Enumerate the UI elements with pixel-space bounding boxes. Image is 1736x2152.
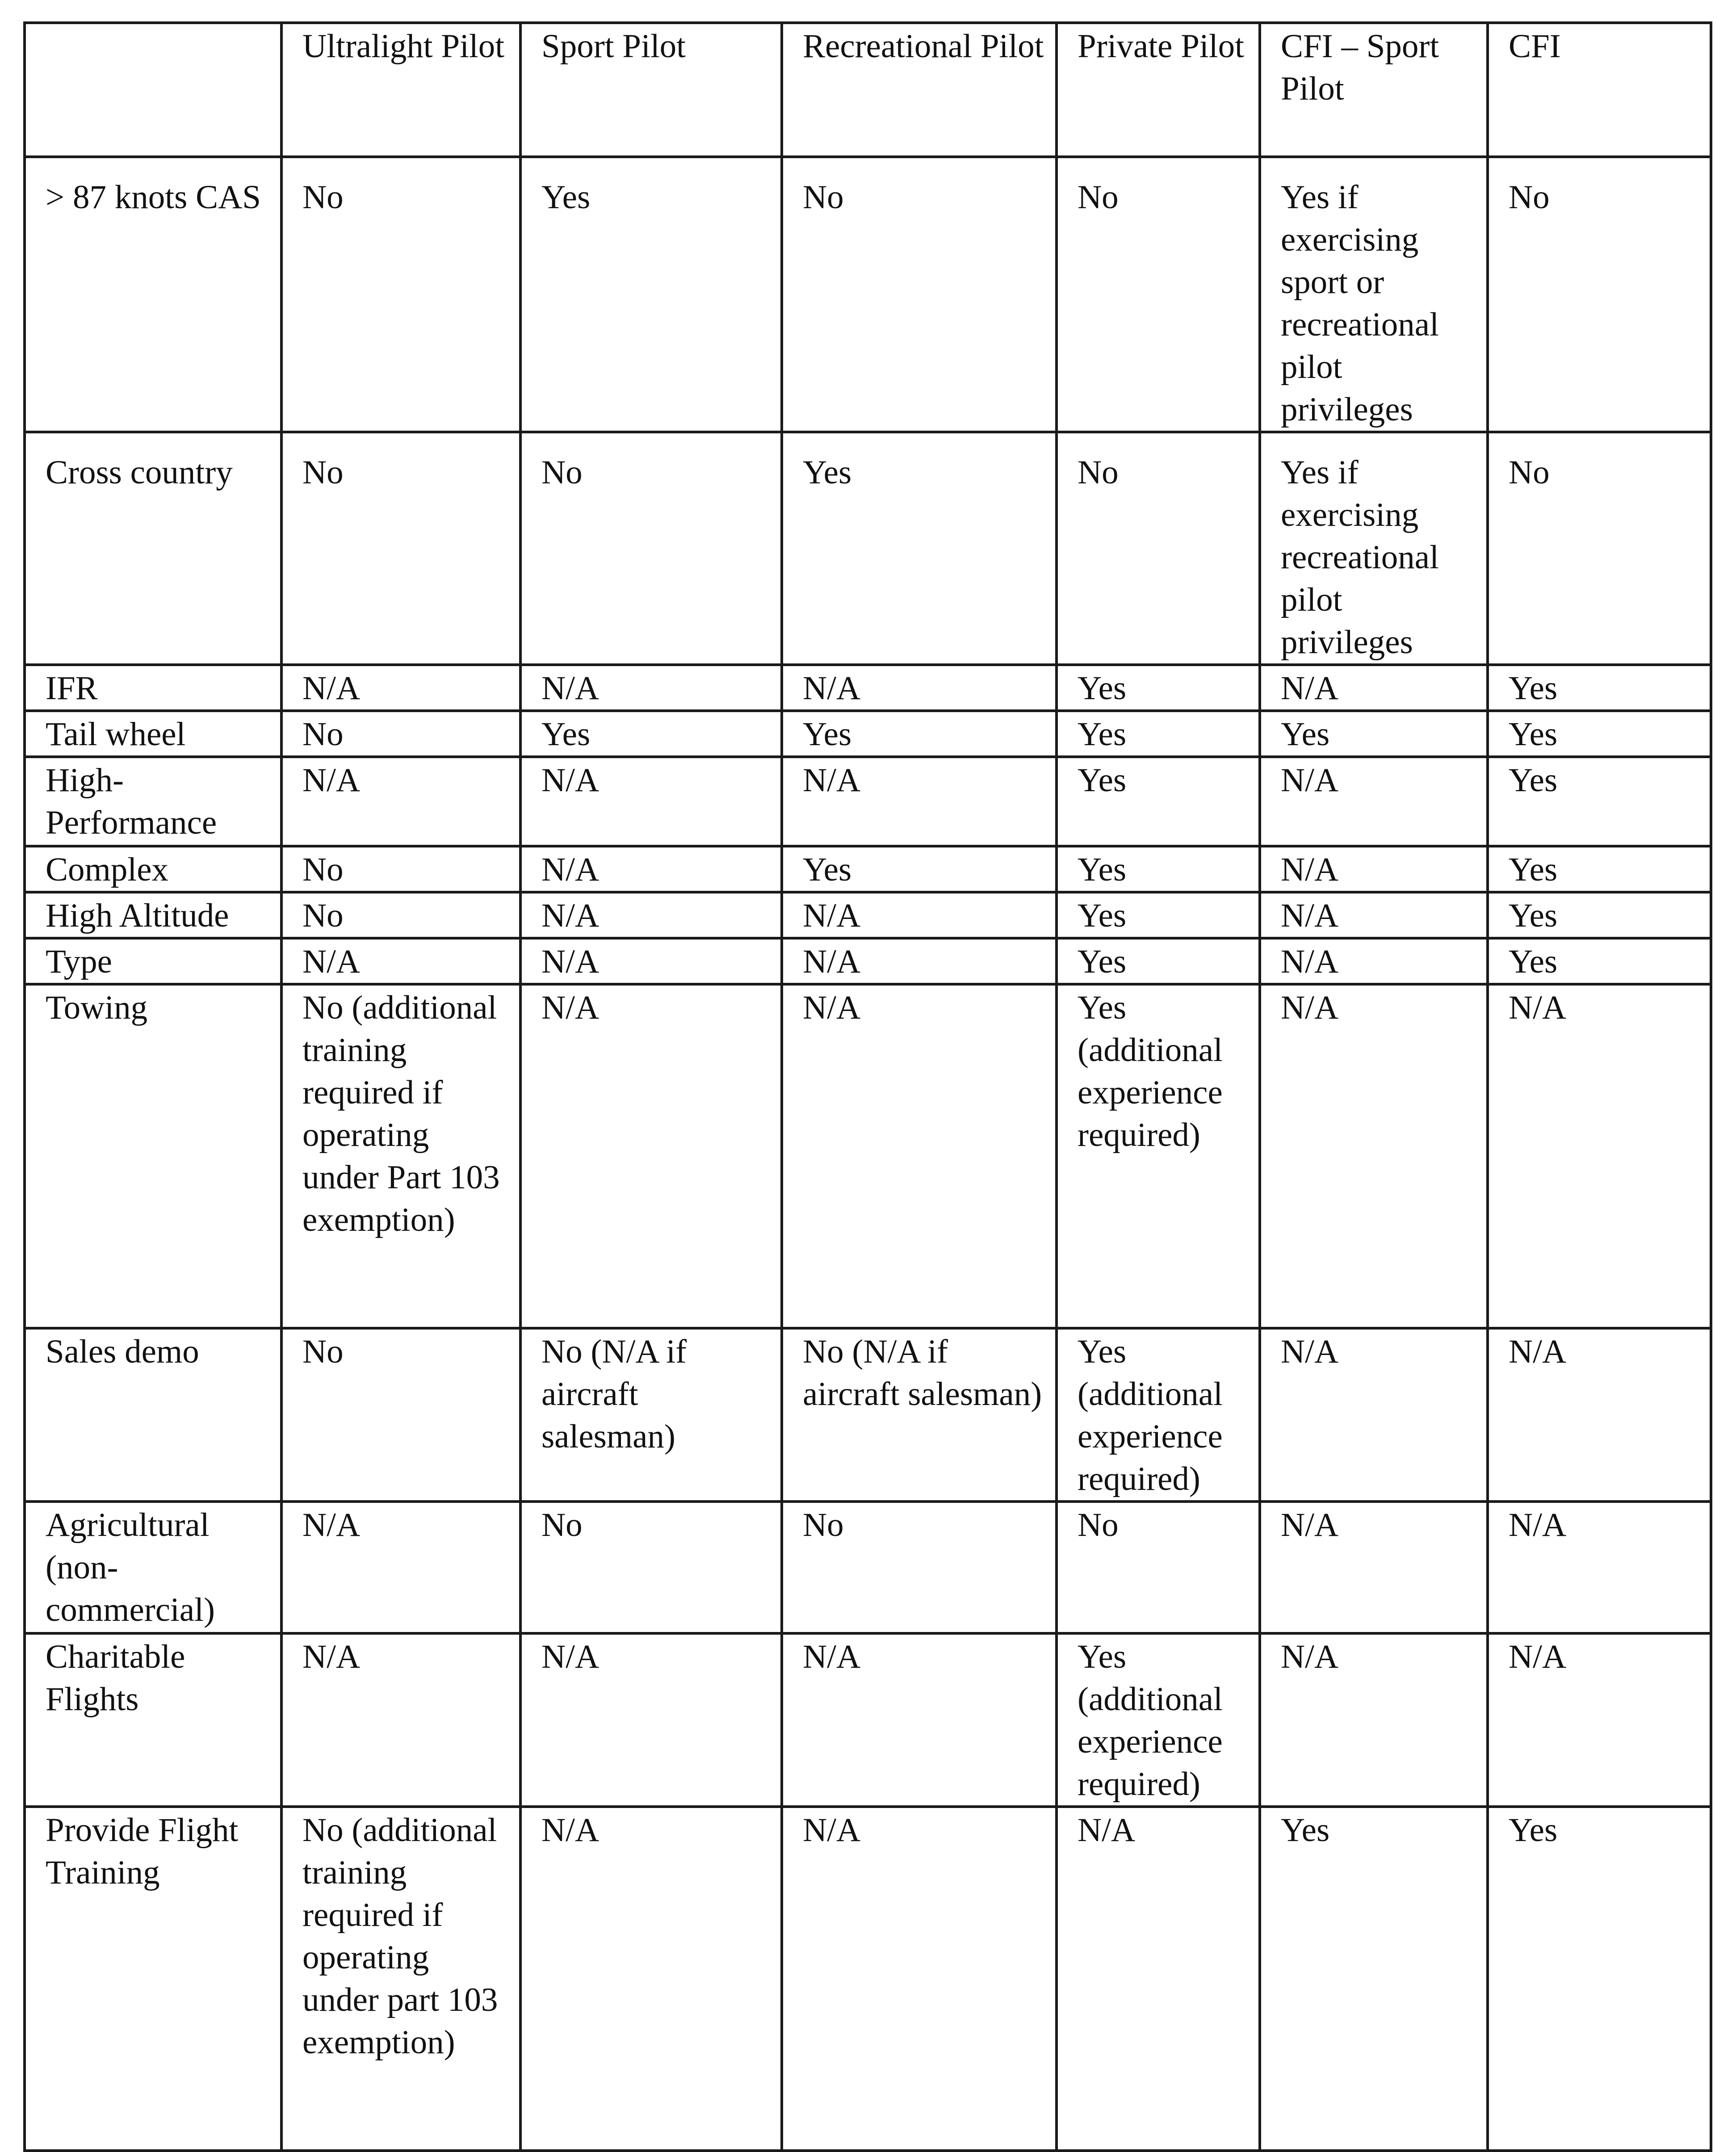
- row-label: Tail wheel: [25, 711, 281, 757]
- table-cell: No (N/A if aircraft salesman): [782, 1328, 1057, 1502]
- header-cell-ultralight-pilot: Ultralight Pilot: [281, 23, 520, 157]
- table-cell: N/A: [281, 757, 520, 846]
- table-cell: No: [281, 892, 520, 938]
- table-cell: N/A: [520, 757, 782, 846]
- table-row: [25, 665, 1711, 711]
- table-cell: N/A: [520, 1633, 782, 1807]
- table-cell: No: [281, 432, 520, 665]
- row-label: High Altitude: [25, 892, 281, 938]
- table-cell: Yes: [1260, 1807, 1488, 2151]
- row-label: IFR: [25, 665, 281, 711]
- table-cell: No (additional training required if operating under part 103 exemption): [281, 1807, 520, 2151]
- table-cell: No: [281, 157, 520, 432]
- table-cell: N/A: [1488, 984, 1711, 1328]
- row-label: Complex: [25, 846, 281, 892]
- table-cell: Yes: [782, 711, 1057, 757]
- table-cell: Yes: [782, 432, 1057, 665]
- table-cell: Yes: [1260, 711, 1488, 757]
- table-row: [25, 711, 1711, 757]
- row-label: Agricultural (non-commercial): [25, 1502, 281, 1633]
- privileges-table: [23, 21, 1712, 2152]
- table-cell: N/A: [1260, 892, 1488, 938]
- table-cell: Yes: [1057, 711, 1260, 757]
- table-cell: Yes: [1057, 665, 1260, 711]
- table-row: [25, 892, 1711, 938]
- table-cell: No (additional training required if operating under Part 103 exemption): [281, 984, 520, 1328]
- table-cell: No: [520, 1502, 782, 1633]
- table-cell: Yes: [1488, 1807, 1711, 2151]
- table-cell: N/A: [1260, 984, 1488, 1328]
- table-cell: N/A: [1488, 1328, 1711, 1502]
- table-cell: N/A: [782, 892, 1057, 938]
- table-cell: Yes: [1057, 846, 1260, 892]
- table-row: [25, 1633, 1711, 1807]
- table-row: [25, 1502, 1711, 1633]
- table-cell: N/A: [281, 1502, 520, 1633]
- table-cell: N/A: [1260, 938, 1488, 984]
- table-cell: Yes (additional experience required): [1057, 1328, 1260, 1502]
- table-cell: N/A: [281, 938, 520, 984]
- table-cell: No: [1488, 157, 1711, 432]
- table-cell: N/A: [520, 1807, 782, 2151]
- row-label: Charitable Flights: [25, 1633, 281, 1807]
- table-row: [25, 984, 1711, 1328]
- table-cell: N/A: [782, 984, 1057, 1328]
- table-cell: N/A: [520, 984, 782, 1328]
- table-cell: No: [782, 157, 1057, 432]
- table-cell: N/A: [782, 757, 1057, 846]
- table-cell: No: [1488, 432, 1711, 665]
- table-cell: N/A: [1260, 665, 1488, 711]
- table-row: [25, 846, 1711, 892]
- table-cell: Yes: [1488, 846, 1711, 892]
- row-label: Sales demo: [25, 1328, 281, 1502]
- table-cell: No (N/A if aircraft salesman): [520, 1328, 782, 1502]
- table-cell: Yes: [1057, 938, 1260, 984]
- table-row: [25, 1328, 1711, 1502]
- table-row: [25, 757, 1711, 846]
- table-cell: N/A: [520, 938, 782, 984]
- table-cell: N/A: [281, 1633, 520, 1807]
- table-row: [25, 1807, 1711, 2151]
- row-label: Cross country: [25, 432, 281, 665]
- header-cell-corner: [25, 23, 281, 157]
- table-cell: Yes: [1488, 757, 1711, 846]
- header-cell-sport-pilot: Sport Pilot: [520, 23, 782, 157]
- table-cell: N/A: [782, 1633, 1057, 1807]
- row-label: Type: [25, 938, 281, 984]
- table-cell: N/A: [1488, 1633, 1711, 1807]
- table-cell: Yes: [1488, 665, 1711, 711]
- table-cell: No: [782, 1502, 1057, 1633]
- header-cell-cfi-sport-pilot: CFI – Sport Pilot: [1260, 23, 1488, 157]
- row-label: High-Performance: [25, 757, 281, 846]
- table-cell: No: [281, 1328, 520, 1502]
- table-cell: N/A: [782, 1807, 1057, 2151]
- table-cell: Yes: [782, 846, 1057, 892]
- table-cell: N/A: [520, 892, 782, 938]
- table-cell: N/A: [1260, 1633, 1488, 1807]
- table-cell: Yes if exercising sport or recreational pilot privileges: [1260, 157, 1488, 432]
- table-cell: N/A: [1057, 1807, 1260, 2151]
- table-row: [25, 432, 1711, 665]
- table-cell: Yes: [1488, 938, 1711, 984]
- table-cell: N/A: [1260, 757, 1488, 846]
- table-cell: N/A: [1260, 846, 1488, 892]
- table-cell: N/A: [1260, 1328, 1488, 1502]
- table-cell: No: [520, 432, 782, 665]
- table-cell: No: [1057, 1502, 1260, 1633]
- table-header-row: [25, 23, 1711, 157]
- table-cell: N/A: [520, 665, 782, 711]
- row-label: Towing: [25, 984, 281, 1328]
- header-cell-recreational-pilot: Recreational Pilot: [782, 23, 1057, 157]
- table-cell: No: [281, 711, 520, 757]
- table-cell: Yes (additional experience required): [1057, 984, 1260, 1328]
- table-cell: No: [281, 846, 520, 892]
- table-cell: Yes: [1488, 711, 1711, 757]
- table-cell: N/A: [520, 846, 782, 892]
- table-cell: N/A: [281, 665, 520, 711]
- table-row: [25, 157, 1711, 432]
- row-label: Provide Flight Training: [25, 1807, 281, 2151]
- table-cell: N/A: [1488, 1502, 1711, 1633]
- table-cell: Yes: [1057, 892, 1260, 938]
- table-cell: N/A: [782, 938, 1057, 984]
- table-cell: No: [1057, 157, 1260, 432]
- table-cell: No: [1057, 432, 1260, 665]
- table-cell: N/A: [1260, 1502, 1488, 1633]
- table-cell: Yes (additional experience required): [1057, 1633, 1260, 1807]
- table-cell: N/A: [782, 665, 1057, 711]
- table-row: [25, 938, 1711, 984]
- header-cell-cfi: CFI: [1488, 23, 1711, 157]
- table-cell: Yes: [1057, 757, 1260, 846]
- table-cell: Yes: [1488, 892, 1711, 938]
- row-label: > 87 knots CAS: [25, 157, 281, 432]
- header-cell-private-pilot: Private Pilot: [1057, 23, 1260, 157]
- table-cell: Yes: [520, 711, 782, 757]
- table-cell: Yes if exercising recreational pilot privileges: [1260, 432, 1488, 665]
- table-cell: Yes: [520, 157, 782, 432]
